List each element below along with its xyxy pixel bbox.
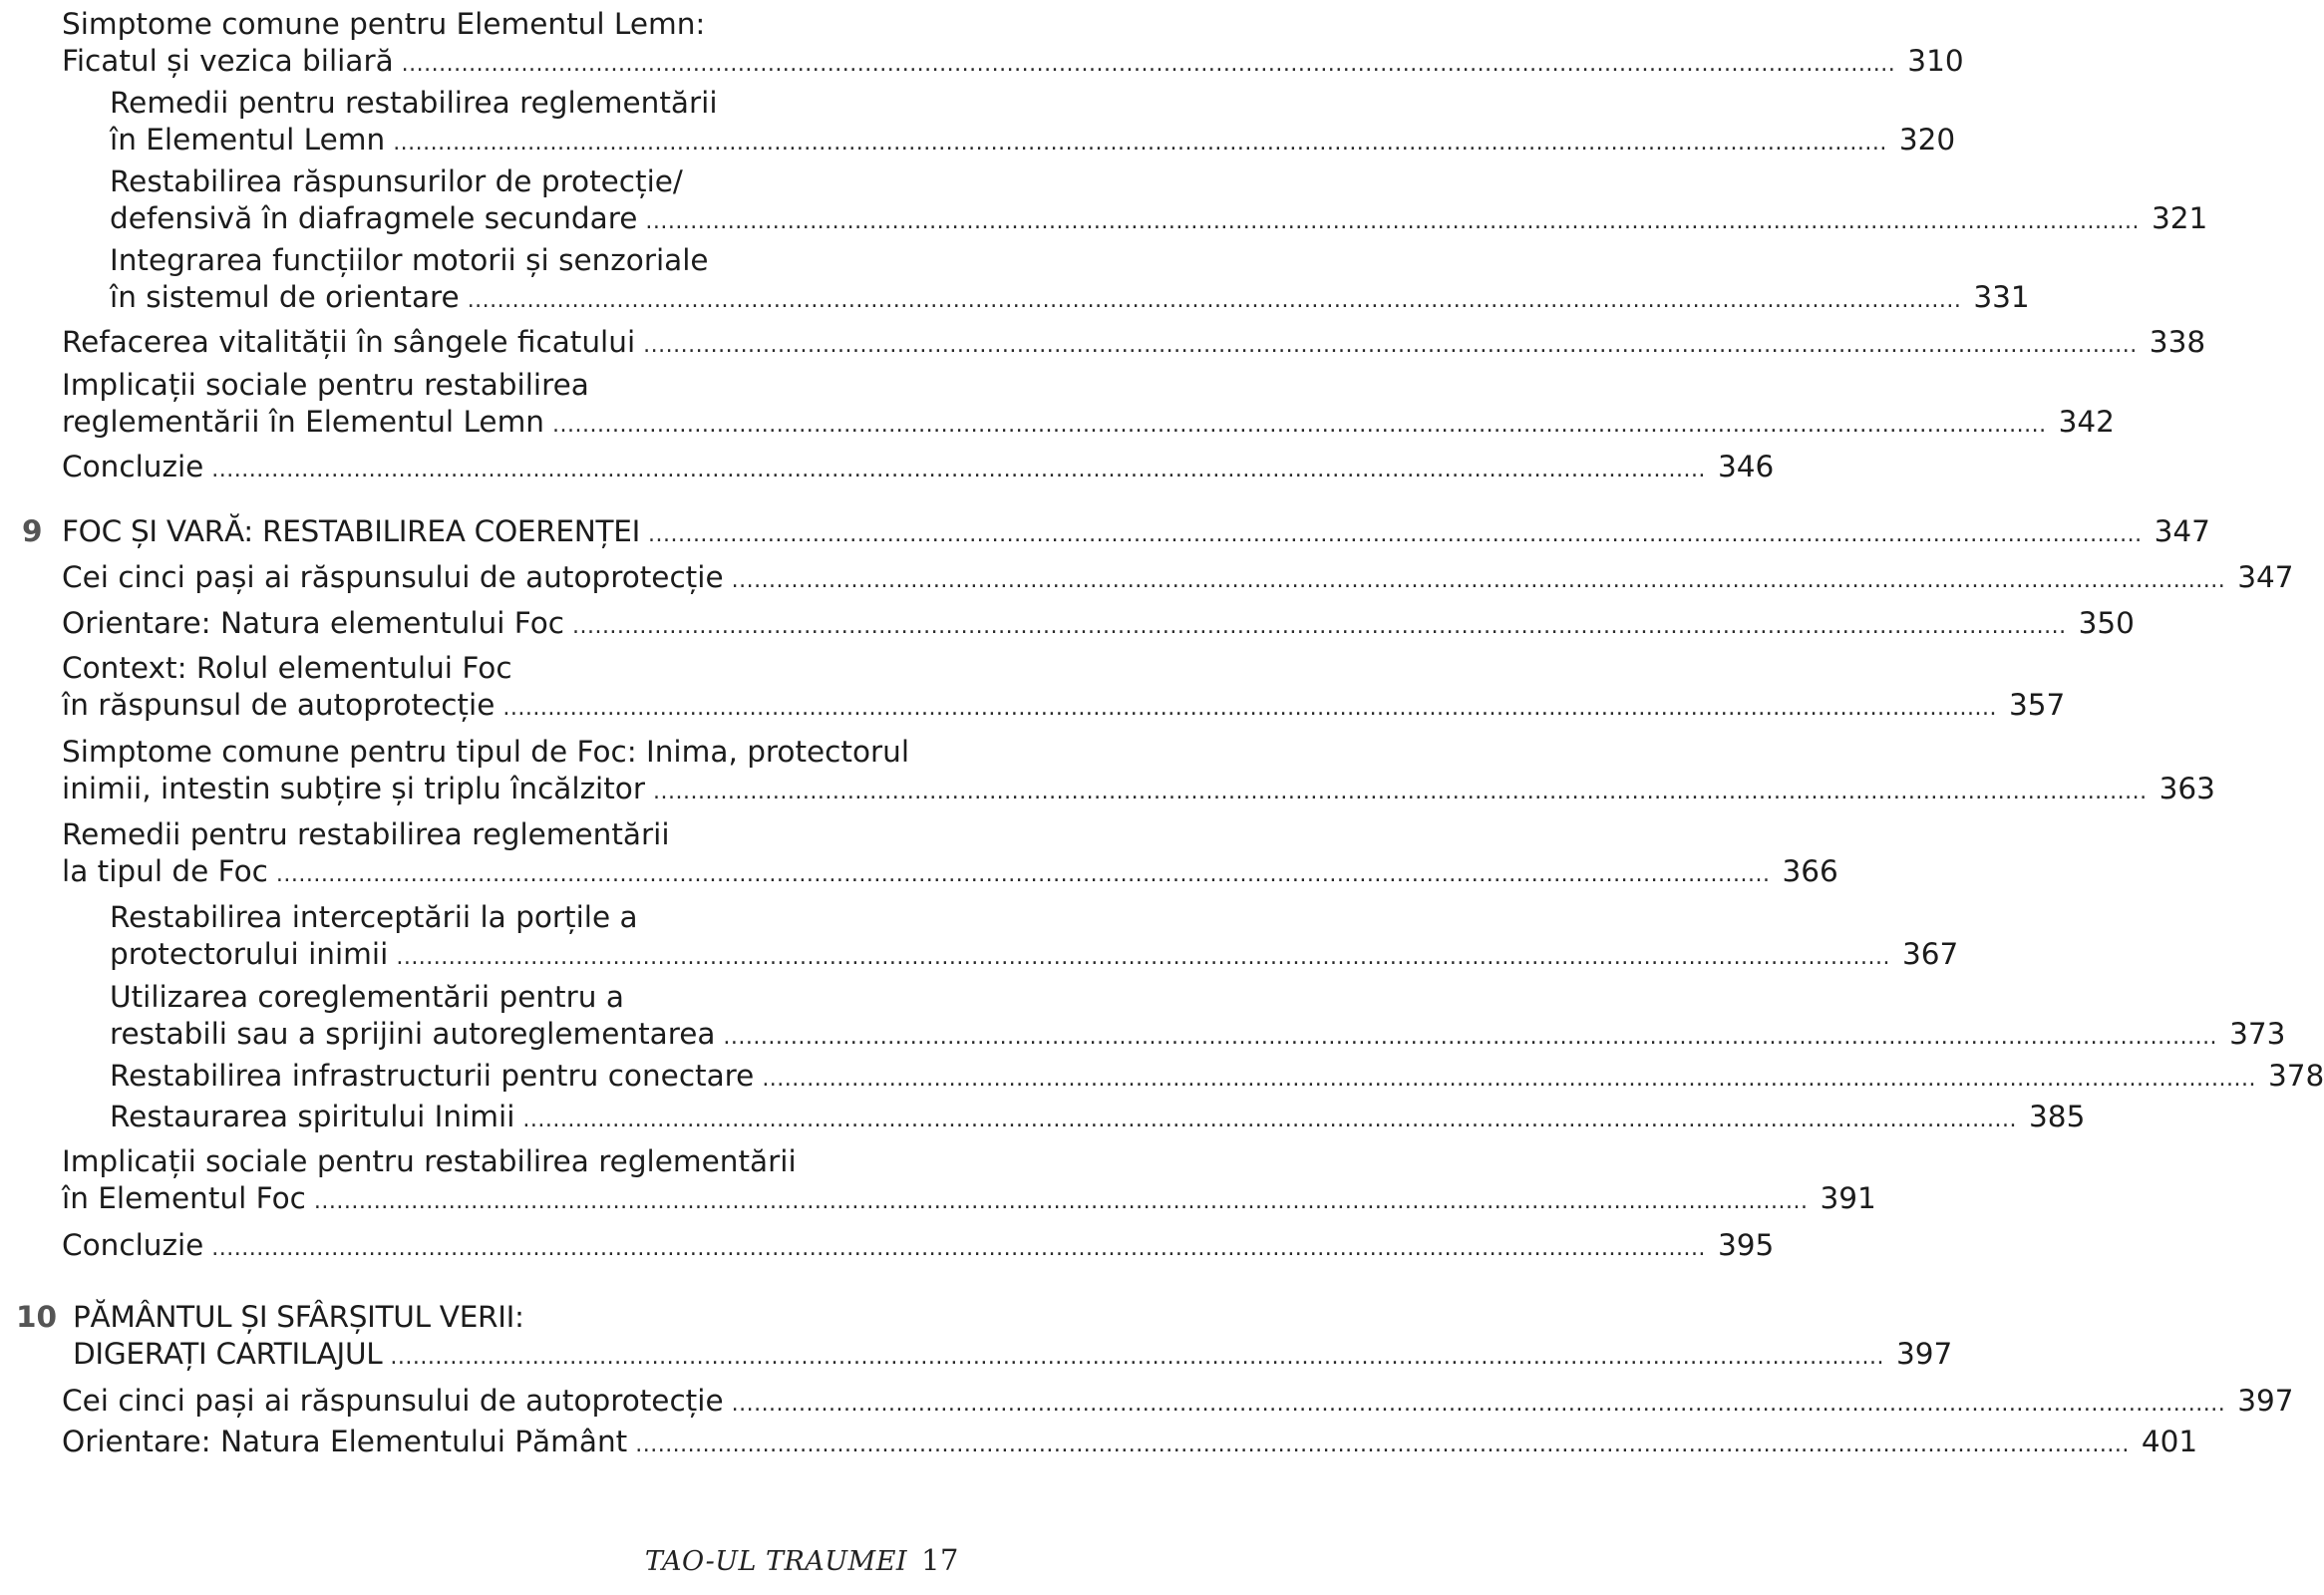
toc-entry[interactable] <box>62 6 1964 80</box>
toc-entry-title: în Elementul Lemn <box>110 123 386 157</box>
dot-leader: ........................................................................................................................................................................................................ <box>552 413 2047 438</box>
dot-leader: ........................................................................................................................................................................................................ <box>502 696 1997 721</box>
dot-leader: ........................................................................................................................................................................................................ <box>645 209 2140 234</box>
running-footer <box>645 1543 959 1577</box>
toc-entry-title: Restaurarea spiritului Inimii <box>110 1100 515 1133</box>
toc-page-number: 310 <box>1907 44 1964 78</box>
toc-entry[interactable] <box>62 734 2215 807</box>
toc-entry-title: Remedii pentru restabilirea reglementării <box>62 817 670 851</box>
toc-entry[interactable] <box>62 605 2135 642</box>
toc-entry-title: Implicații sociale pentru restabilirea <box>62 368 589 402</box>
dot-leader: ........................................................................................................................................................................................................ <box>390 1345 1885 1370</box>
toc-entry-title: Restabilirea interceptării la porțile a <box>110 900 638 934</box>
toc-page-number: 347 <box>2154 514 2210 548</box>
toc-entry[interactable] <box>110 1099 2086 1135</box>
toc-entry-title: Context: Rolul elementului Foc <box>62 651 512 685</box>
toc-entry-title: Refacerea vitalității în sângele ficatului <box>62 325 636 359</box>
dot-leader: ........................................................................................................................................................................................................ <box>401 52 1896 77</box>
dot-leader: ........................................................................................................................................................................................................ <box>393 131 1887 156</box>
toc-entry-title: restabili sau a sprijini autoreglementarea <box>110 1017 716 1051</box>
toc-page-number: 320 <box>1898 123 1956 157</box>
toc-entry-title: Integrarea funcțiilor motorii și senzoriale <box>110 243 709 277</box>
toc-page-number: 373 <box>2229 1017 2286 1051</box>
toc-page-number: 391 <box>1820 1181 1876 1215</box>
dot-leader: ........................................................................................................................................................................................................ <box>522 1108 2018 1132</box>
toc-entry[interactable] <box>62 816 1838 890</box>
toc-entry-title: Utilizarea coreglementării pentru a <box>110 980 624 1014</box>
toc-entry-title: Cei cinci pași ai răspunsului de autoprotecție <box>62 1384 724 1418</box>
dot-leader: ........................................................................................................................................................................................................ <box>396 945 1890 970</box>
dot-leader: ........................................................................................................................................................................................................ <box>653 780 2148 804</box>
toc-entry-title: în răspunsul de autoprotecție <box>62 688 496 722</box>
toc-page-number: 357 <box>2009 688 2066 722</box>
toc-page-number: 342 <box>2058 405 2115 439</box>
toc-entry-title: inimii, intestin subțire și triplu încălzitor <box>62 772 645 805</box>
toc-entry-title: FOC ȘI VARĂ: RESTABILIREA COERENȚEI <box>62 514 640 548</box>
toc-entry[interactable] <box>62 1227 1775 1264</box>
dot-leader: ........................................................................................................................................................................................................ <box>647 522 2143 547</box>
toc-page-number: 338 <box>2149 325 2206 359</box>
toc-entry[interactable] <box>62 1143 1876 1217</box>
book-title: TAO-UL TRAUMEI <box>644 1546 908 1577</box>
toc-entry[interactable] <box>62 324 2206 361</box>
toc-entry-title: defensivă în diafragmele secundare <box>110 201 638 235</box>
dot-leader: ........................................................................................................................................................................................................ <box>275 862 1771 887</box>
toc-entry-title: Remedii pentru restabilirea reglementării <box>110 86 718 120</box>
toc-page-number: 346 <box>1717 450 1775 483</box>
toc-entry-title: Ficatul și vezica biliară <box>62 44 394 78</box>
dot-leader: ........................................................................................................................................................................................................ <box>313 1189 1809 1214</box>
dot-leader: ........................................................................................................................................................................................................ <box>731 568 2226 593</box>
page-number: 17 <box>921 1543 959 1577</box>
toc-page-number: 397 <box>1896 1337 1953 1371</box>
dot-leader: ........................................................................................................................................................................................................ <box>643 333 2138 358</box>
dot-leader: ........................................................................................................................................................................................................ <box>211 1236 1706 1261</box>
toc-page-number: 367 <box>1901 937 1959 971</box>
toc-entry-title: Simptome comune pentru tipul de Foc: Inima, protectorul <box>62 735 910 769</box>
toc-entry[interactable] <box>110 899 1959 973</box>
toc-entry-title: Simptome comune pentru Elementul Lemn: <box>62 7 706 41</box>
dot-leader: ........................................................................................................................................................................................................ <box>731 1392 2226 1417</box>
toc-page-number: 363 <box>2158 772 2215 805</box>
toc-entry[interactable] <box>62 1383 2294 1420</box>
toc-entry-title: Cei cinci pași ai răspunsului de autoprotecție <box>62 560 724 594</box>
toc-entry[interactable] <box>110 979 2286 1053</box>
toc-page-number: 385 <box>2029 1100 2086 1133</box>
toc-entry-title: Orientare: Natura Elementului Pământ <box>62 1425 628 1458</box>
toc-entry-title: în Elementul Foc <box>62 1181 306 1215</box>
toc-entry-title: Concluzie <box>62 1228 204 1262</box>
toc-entry[interactable] <box>62 367 2115 441</box>
toc-chapter-heading[interactable] <box>62 513 2210 550</box>
toc-entry[interactable] <box>62 559 2294 596</box>
toc-page-number: 397 <box>2237 1384 2294 1418</box>
toc-entry-title: reglementării în Elementul Lemn <box>62 405 544 439</box>
toc-entry-title: PĂMÂNTUL ȘI SFÂRȘITUL VERII: <box>73 1300 524 1334</box>
toc-entry[interactable] <box>110 1058 2324 1095</box>
dot-leader: ........................................................................................................................................................................................................ <box>762 1067 2256 1092</box>
chapter-number: 10 <box>16 1300 58 1334</box>
dot-leader: ........................................................................................................................................................................................................ <box>635 1433 2130 1457</box>
toc-entry-title: Restabilirea infrastructurii pentru conectare <box>110 1059 755 1093</box>
toc-entry-title: DIGERAȚI CARTILAJUL <box>73 1337 383 1371</box>
toc-page-number: 366 <box>1782 854 1838 888</box>
toc-entry-title: Orientare: Natura elementului Foc <box>62 606 564 640</box>
toc-page-number: 401 <box>2141 1425 2198 1458</box>
toc-page-number: 395 <box>1717 1228 1775 1262</box>
dot-leader: ........................................................................................................................................................................................................ <box>211 458 1706 482</box>
toc-entry-title: Concluzie <box>62 450 204 483</box>
toc-entry[interactable] <box>110 242 2030 316</box>
toc-entry-title: în sistemul de orientare <box>110 280 460 314</box>
toc-entry-title: la tipul de Foc <box>62 854 268 888</box>
toc-entry[interactable] <box>62 1424 2198 1460</box>
toc-chapter-heading[interactable] <box>73 1299 1953 1373</box>
toc-page-number: 350 <box>2078 606 2135 640</box>
toc-entry-title: Restabilirea răspunsurilor de protecție/ <box>110 164 683 198</box>
toc-entry-title: Implicații sociale pentru restabilirea reglementării <box>62 1144 797 1178</box>
toc-entry[interactable] <box>62 449 1775 485</box>
dot-leader: ........................................................................................................................................................................................................ <box>467 288 1962 313</box>
toc-entry[interactable] <box>110 163 2208 237</box>
chapter-number: 9 <box>22 514 43 548</box>
toc-page-number: 321 <box>2151 201 2208 235</box>
toc-page-number: 347 <box>2237 560 2294 594</box>
toc-entry[interactable] <box>110 85 1956 159</box>
dot-leader: ........................................................................................................................................................................................................ <box>571 614 2067 639</box>
toc-page-number: 378 <box>2267 1059 2324 1093</box>
toc-page-number: 331 <box>1973 280 2030 314</box>
toc-entry-title: protectorului inimii <box>110 937 389 971</box>
dot-leader: ........................................................................................................................................................................................................ <box>723 1025 2218 1050</box>
toc-entry[interactable] <box>62 650 2066 724</box>
